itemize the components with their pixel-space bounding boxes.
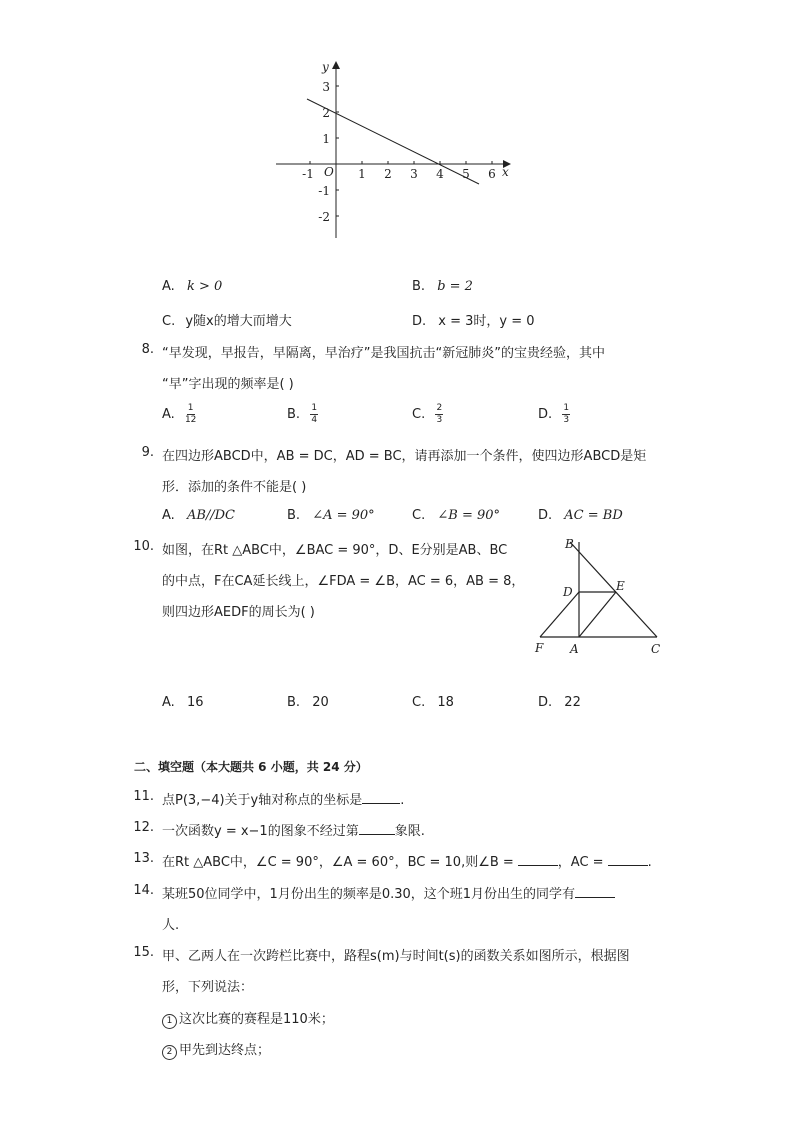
segment-df <box>540 592 579 637</box>
option-letter: D. <box>538 508 553 523</box>
option-letter: A. <box>162 407 175 422</box>
point-label-f: F <box>535 641 544 655</box>
q8-option-a <box>162 404 196 425</box>
q9-option-a <box>162 508 235 523</box>
answer-blank[interactable] <box>575 885 615 898</box>
option-text: 22 <box>564 695 581 710</box>
q11-stem: 点P(3,−4)关于y轴对称点的坐标是 . <box>162 793 405 808</box>
q7-option-a <box>162 279 222 294</box>
option-letter: D. <box>538 407 553 422</box>
x-tick-label: 4 <box>436 167 444 181</box>
segment-bc <box>570 542 657 637</box>
option-text: k > 0 <box>186 279 223 294</box>
question-number: 8. <box>141 342 154 357</box>
y-tick-label: 3 <box>322 80 330 94</box>
option-letter: B. <box>287 508 301 523</box>
question-number: 10. <box>133 539 154 554</box>
x-axis-label: x <box>502 165 509 179</box>
option-letter: B. <box>412 279 426 294</box>
origin-label: O <box>324 165 334 179</box>
option-text: 18 <box>437 695 454 710</box>
y-tick-label: -1 <box>318 184 330 198</box>
q10-option-a <box>162 695 203 710</box>
x-tick-label: 3 <box>410 167 418 181</box>
q9-option-c <box>412 508 500 523</box>
option-letter: A. <box>162 508 175 523</box>
q10-option-d <box>538 695 581 710</box>
q10-stem-line2: 的中点，F在CA延长线上，∠FDA = ∠B，AC = 6，AB = 8， <box>162 574 525 589</box>
q9-stem-line2: 形．添加的条件不能是( ) <box>162 480 307 495</box>
q7-option-b <box>412 279 473 294</box>
x-tick-label: 1 <box>358 167 366 181</box>
option-text: 16 <box>186 695 204 710</box>
x-tick-label: 5 <box>462 167 470 181</box>
point-label-e: E <box>616 579 625 593</box>
q14-stem-line2: 人. <box>162 918 180 933</box>
q8-option-c <box>412 404 443 425</box>
q9-option-d <box>538 508 623 523</box>
y-tick-label: 1 <box>322 132 330 146</box>
option-letter: B. <box>287 695 301 710</box>
fraction: $\frac{1}{12}$ <box>184 403 197 425</box>
x-tick-label: 6 <box>488 167 496 181</box>
answer-blank[interactable] <box>359 822 395 835</box>
q7-option-d <box>412 310 535 329</box>
q9-stem-line1: 在四边形ABCD中，AB = DC，AD = BC，请再添加一个条件，使四边形ABCD是矩 <box>162 449 647 464</box>
q10-option-b <box>287 695 329 710</box>
option-letter: C. <box>412 508 426 523</box>
point-label-b: B <box>565 537 574 551</box>
answer-blank[interactable] <box>608 853 648 866</box>
y-tick-labels <box>318 80 330 224</box>
q9-option-b <box>287 508 375 523</box>
answer-blank[interactable] <box>518 853 558 866</box>
q8-stem-line2: “早”字出现的频率是( ) <box>162 377 294 392</box>
q14-stem-line1: 某班50位同学中，1月份出生的频率是0.30，这个班1月份出生的同学有 <box>162 883 615 902</box>
option-letter: C. <box>412 407 426 422</box>
triangle-figure <box>530 532 670 660</box>
option-letter: A. <box>162 695 175 710</box>
question-number: 15. <box>133 945 154 960</box>
fraction: $\frac{1}{3}$ <box>563 403 570 425</box>
q12-stem: 一次函数y = x−1的图象不经过第 象限. <box>162 824 425 839</box>
question-number: 12. <box>133 820 154 835</box>
option-text: x = 3时，y = 0 <box>438 314 535 329</box>
option-letter: D. <box>412 314 427 329</box>
question-number: 11. <box>133 789 154 804</box>
q8-option-b <box>287 404 318 425</box>
x-tick-label: 2 <box>384 167 392 181</box>
option-text: AB//DC <box>186 508 236 523</box>
q10-stem-line3: 则四边形AEDF的周长为( ) <box>162 605 315 620</box>
q7-option-c <box>162 310 292 329</box>
q8-stem-line1: “早发现，早报告，早隔离，早治疗”是我国抗击“新冠肺炎”的宝贵经验，其中 <box>162 346 605 361</box>
point-label-d: D <box>563 585 573 599</box>
q13-stem: 在Rt △ABC中，∠C = 90°，∠A = 60°，BC = 10,则∠B = ，AC = . <box>162 855 652 870</box>
q15-statement-2: 2 甲先到达终点； <box>162 1039 270 1060</box>
option-text: b = 2 <box>437 279 473 294</box>
option-letter: B. <box>287 407 301 422</box>
q15-stem-line2: 形，下列说法： <box>162 980 254 995</box>
option-letter: C. <box>162 314 176 329</box>
option-text: ∠A = 90° <box>312 508 375 523</box>
circled-number: 1 <box>162 1014 177 1029</box>
q10-stem-line1: 如图，在Rt △ABC中，∠BAC = 90°，D、E分别是AB、BC <box>162 543 508 558</box>
linear-function-graph <box>270 55 520 245</box>
point-label-a: A <box>570 642 579 656</box>
q10-option-c <box>412 695 454 710</box>
fraction: $\frac{1}{4}$ <box>311 403 318 425</box>
option-letter: D. <box>538 695 553 710</box>
y-tick-label: -2 <box>318 210 330 224</box>
y-axis-label: y <box>322 60 329 74</box>
option-text: ∠B = 90° <box>437 508 501 523</box>
option-text: y随x的增大而增大 <box>185 314 292 329</box>
option-text: 20 <box>312 695 329 710</box>
y-axis-arrow <box>332 61 340 69</box>
point-label-c: C <box>651 642 661 656</box>
segment-ae <box>579 592 616 637</box>
question-number: 9. <box>141 445 154 460</box>
option-letter: C. <box>412 695 426 710</box>
fraction: $\frac{2}{3}$ <box>436 403 443 425</box>
option-letter: A. <box>162 279 175 294</box>
q8-option-d <box>538 404 570 425</box>
q15-stem-line1: 甲、乙两人在一次跨栏比赛中，路程s(m)与时间t(s)的函数关系如图所示，根据图 <box>162 949 630 964</box>
x-tick-label: -1 <box>302 167 314 181</box>
section-title: 二、填空题（本大题共 6 小题，共 24 分） <box>134 760 368 774</box>
y-tick-label: 2 <box>322 106 330 120</box>
circled-number: 2 <box>162 1045 177 1060</box>
question-number: 14. <box>133 883 154 898</box>
question-number: 13. <box>133 851 154 866</box>
q15-statement-1: 1 这次比赛的赛程是110米； <box>162 1008 334 1029</box>
answer-blank[interactable] <box>362 791 400 804</box>
option-text: AC = BD <box>564 508 623 523</box>
